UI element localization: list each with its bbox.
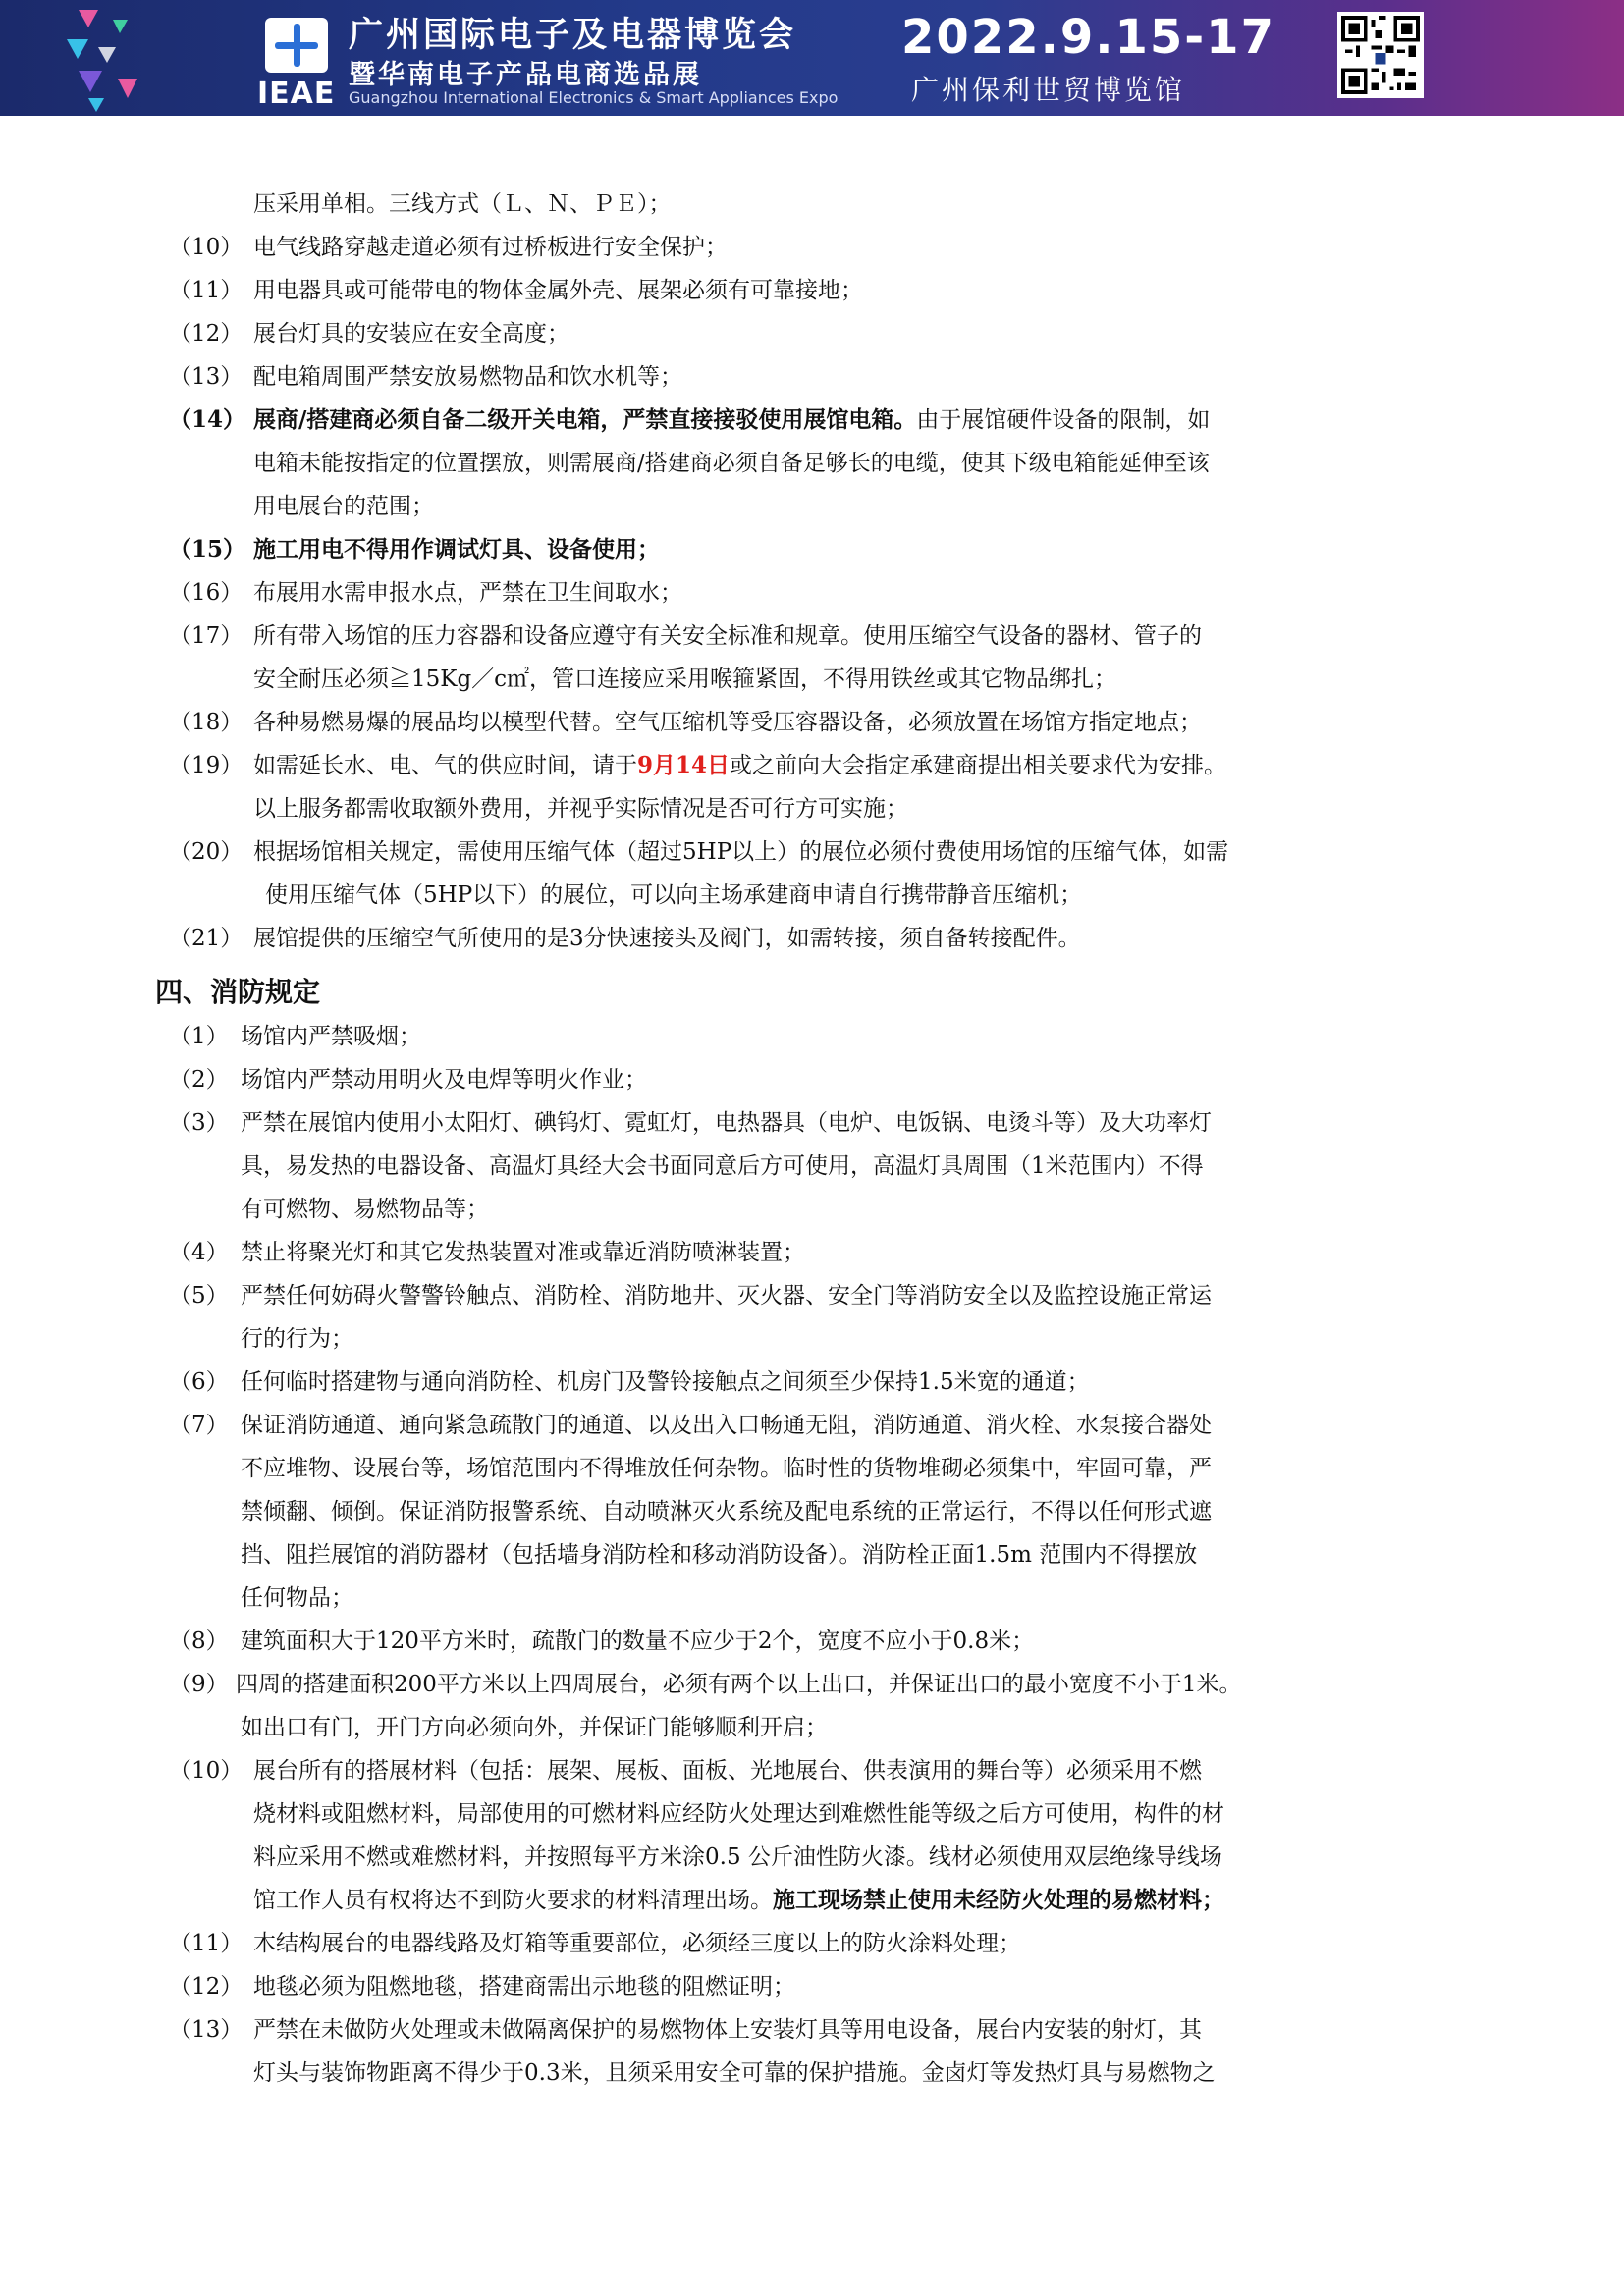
list-item-number: （1） — [169, 1024, 229, 1049]
list-item-number: （11） — [169, 1931, 244, 1956]
list-item-number: （17） — [169, 623, 244, 649]
list-item-number: （7） — [169, 1413, 229, 1438]
qr-code-icon — [1337, 12, 1424, 98]
list-item-text-pre: 馆工作人员有权将达不到防火要求的材料清理出场。 — [253, 1888, 773, 1913]
list-item-number: （16） — [169, 580, 244, 606]
list-item-text: 所有带入场馆的压力容器和设备应遵守有关安全标准和规章。使用压缩空气设备的器材、管子的 — [253, 623, 1202, 649]
list-item-text — [253, 751, 1226, 780]
expo-logo-icon — [265, 18, 328, 73]
list-item-number: （10） — [169, 235, 244, 260]
list-item-number: （11） — [169, 278, 244, 303]
list-item-number: （9） — [169, 1672, 229, 1697]
list-item-text: 施工用电不得用作调试灯具、设备使用； — [253, 536, 660, 562]
list-item-text: 用电器具或可能带电的物体金属外壳、展架必须有可靠接地； — [253, 278, 863, 303]
list-item-text: 使用压缩气体（5HP以下）的展位，可以向主场承建商申请自行携带静音压缩机； — [265, 882, 1083, 908]
list-item-number: （4） — [169, 1240, 229, 1265]
list-item-text: 灯头与装饰物距离不得少于0.3米，且须采用安全可靠的保护措施。金卤灯等发热灯具与易燃物之 — [253, 2060, 1216, 2086]
deadline-date: 9月14日 — [637, 752, 731, 778]
emphasis-text: 施工现场禁止使用未经防火处理的易燃材料； — [773, 1887, 1224, 1913]
list-item-text: 以上服务都需收取额外费用，并视乎实际情况是否可行方可实施； — [253, 796, 908, 822]
list-item-text: 各种易燃易爆的展品均以模型代替。空气压缩机等受压容器设备，必须放置在场馆方指定地点； — [253, 710, 1202, 735]
list-item-number: （3） — [169, 1110, 229, 1136]
list-item-text: 保证消防通道、通向紧急疏散门的通道、以及出入口畅通无阻，消防通道、消火栓、水泵接合器处 — [241, 1413, 1212, 1438]
list-item-text: 展台所有的搭展材料（包括：展架、展板、面板、光地展台、供表演用的舞台等）必须采用不燃 — [253, 1758, 1202, 1784]
list-item-number: （10） — [169, 1758, 244, 1784]
list-item-text: 电箱未能按指定的位置摆放，则需展商/搭建商必须自备足够长的电缆，使其下级电箱能延伸至该 — [253, 451, 1210, 476]
list-item-text: 如出口有门，开门方向必须向外，并保证门能够顺利开启； — [241, 1715, 828, 1740]
list-item-continuation: 压采用单相。三线方式（Ｌ、Ｎ、ＰＥ）； — [253, 191, 672, 217]
list-item-number: （14） — [169, 406, 246, 433]
list-item-number: （8） — [169, 1629, 229, 1654]
list-item-number: （12） — [169, 321, 244, 347]
list-item-number: （20） — [169, 839, 244, 865]
expo-date: 2022.9.15-17 — [901, 10, 1275, 65]
list-item-text: 有可燃物、易燃物品等； — [241, 1197, 489, 1222]
list-item-text: 布展用水需申报水点，严禁在卫生间取水； — [253, 580, 682, 606]
emphasis-text: 展商/搭建商必须自备二级开关电箱，严禁直接接驳使用展馆电箱。 — [253, 406, 917, 433]
decorative-triangles-icon — [59, 0, 177, 116]
list-item-text: 禁止将聚光灯和其它发热装置对准或靠近消防喷淋装置； — [241, 1240, 805, 1265]
list-item-number: （2） — [169, 1067, 229, 1093]
list-item-text: 地毯必须为阻燃地毯，搭建商需出示地毯的阻燃证明； — [253, 1974, 795, 2000]
list-item-text — [253, 1886, 1224, 1915]
list-item-text: 禁倾翻、倾倒。保证消防报警系统、自动喷淋灭火系统及配电系统的正常运行，不得以任何形式遮 — [241, 1499, 1212, 1524]
header-banner — [0, 0, 1624, 116]
list-item-text: 根据场馆相关规定，需使用压缩气体（超过5HP以上）的展位必须付费使用场馆的压缩气体，如需 — [253, 839, 1229, 865]
list-item-text-post: 或之前向大会指定承建商提出相关要求代为安排。 — [730, 753, 1227, 778]
list-item-text — [253, 405, 1210, 435]
expo-subtitle: 暨华南电子产品电商选品展 — [349, 60, 702, 90]
expo-title: 广州国际电子及电器博览会 — [349, 16, 797, 55]
list-item-number: （5） — [169, 1283, 229, 1308]
list-item-text: 四周的搭建面积200平方米以上四周展台，必须有两个以上出口，并保证出口的最小宽度不小于1米。 — [236, 1672, 1242, 1697]
list-item-text: 料应采用不燃或难燃材料，并按照每平方米涂0.5 公斤油性防火漆。线材必须使用双层绝缘导线场 — [253, 1844, 1222, 1870]
list-item-text: 配电箱周围严禁安放易燃物品和饮水机等； — [253, 364, 682, 390]
list-item-text: 烧材料或阻燃材料，局部使用的可燃材料应经防火处理达到难燃性能等级之后方可使用，构件的材 — [253, 1801, 1224, 1827]
list-item-number: （6） — [169, 1369, 229, 1395]
list-item-text: 任何临时搭建物与通向消防栓、机房门及警铃接触点之间须至少保持1.5米宽的通道； — [241, 1369, 1090, 1395]
list-item-text: 建筑面积大于120平方米时，疏散门的数量不应少于2个，宽度不应小于0.8米； — [241, 1629, 1035, 1654]
list-item-text: 行的行为； — [241, 1326, 353, 1352]
list-item-text: 挡、阻拦展馆的消防器材（包括墙身消防栓和移动消防设备）。消防栓正面1.5m 范围内不得摆放 — [241, 1542, 1198, 1568]
list-item-number: （15） — [169, 536, 246, 562]
list-item-number: （13） — [169, 2017, 244, 2043]
list-item-number: （12） — [169, 1974, 244, 2000]
list-item-text: 不应堆物、设展台等，场馆范围内不得堆放任何杂物。临时性的货物堆砌必须集中，牢固可靠，严 — [241, 1456, 1212, 1481]
list-item-text: 场馆内严禁吸烟； — [241, 1024, 421, 1049]
list-item-text-rest: 由于展馆硬件设备的限制，如 — [916, 407, 1211, 433]
list-item-text: 严禁任何妨碍火警警铃触点、消防栓、消防地井、灭火器、安全门等消防安全以及监控设施正常运 — [241, 1283, 1212, 1308]
list-item-text: 展台灯具的安装应在安全高度； — [253, 321, 569, 347]
expo-english-title: Guangzhou International Electronics & Smart Appliances Expo — [349, 88, 839, 107]
list-item-text: 安全耐压必须≧15Kg／c㎡，管口连接应采用喉箍紧固，不得用铁丝或其它物品绑扎； — [253, 667, 1117, 692]
list-item-number: （19） — [169, 753, 244, 778]
list-item-text: 用电展台的范围； — [253, 494, 434, 519]
list-item-text: 任何物品； — [241, 1585, 353, 1611]
list-item-text: 电气线路穿越走道必须有过桥板进行安全保护； — [253, 235, 728, 260]
list-item-number: （13） — [169, 364, 244, 390]
list-item-text: 展馆提供的压缩空气所使用的是3分快速接头及阀门，如需转接，须自备转接配件。 — [253, 926, 1081, 951]
list-item-text: 木结构展台的电器线路及灯箱等重要部位，必须经三度以上的防火涂料处理； — [253, 1931, 1021, 1956]
expo-venue: 广州保利世贸博览馆 — [911, 74, 1186, 106]
list-item-text: 严禁在未做防火处理或未做隔离保护的易燃物体上安装灯具等用电设备，展台内安装的射灯，其 — [253, 2017, 1202, 2043]
list-item-number: （21） — [169, 926, 244, 951]
section-heading: 四、消防规定 — [155, 976, 321, 1008]
list-item-text: 严禁在展馆内使用小太阳灯、碘钨灯、霓虹灯，电热器具（电炉、电饭锅、电烫斗等）及大功率灯 — [241, 1110, 1212, 1136]
list-item-text: 场馆内严禁动用明火及电焊等明火作业； — [241, 1067, 647, 1093]
logo-text: IEAE — [257, 77, 336, 111]
list-item-number: （18） — [169, 710, 244, 735]
list-item-text: 具，易发热的电器设备、高温灯具经大会书面同意后方可使用，高温灯具周围（1米范围内）不得 — [241, 1153, 1204, 1179]
list-item-text-pre: 如需延长水、电、气的供应时间，请于 — [253, 753, 637, 778]
